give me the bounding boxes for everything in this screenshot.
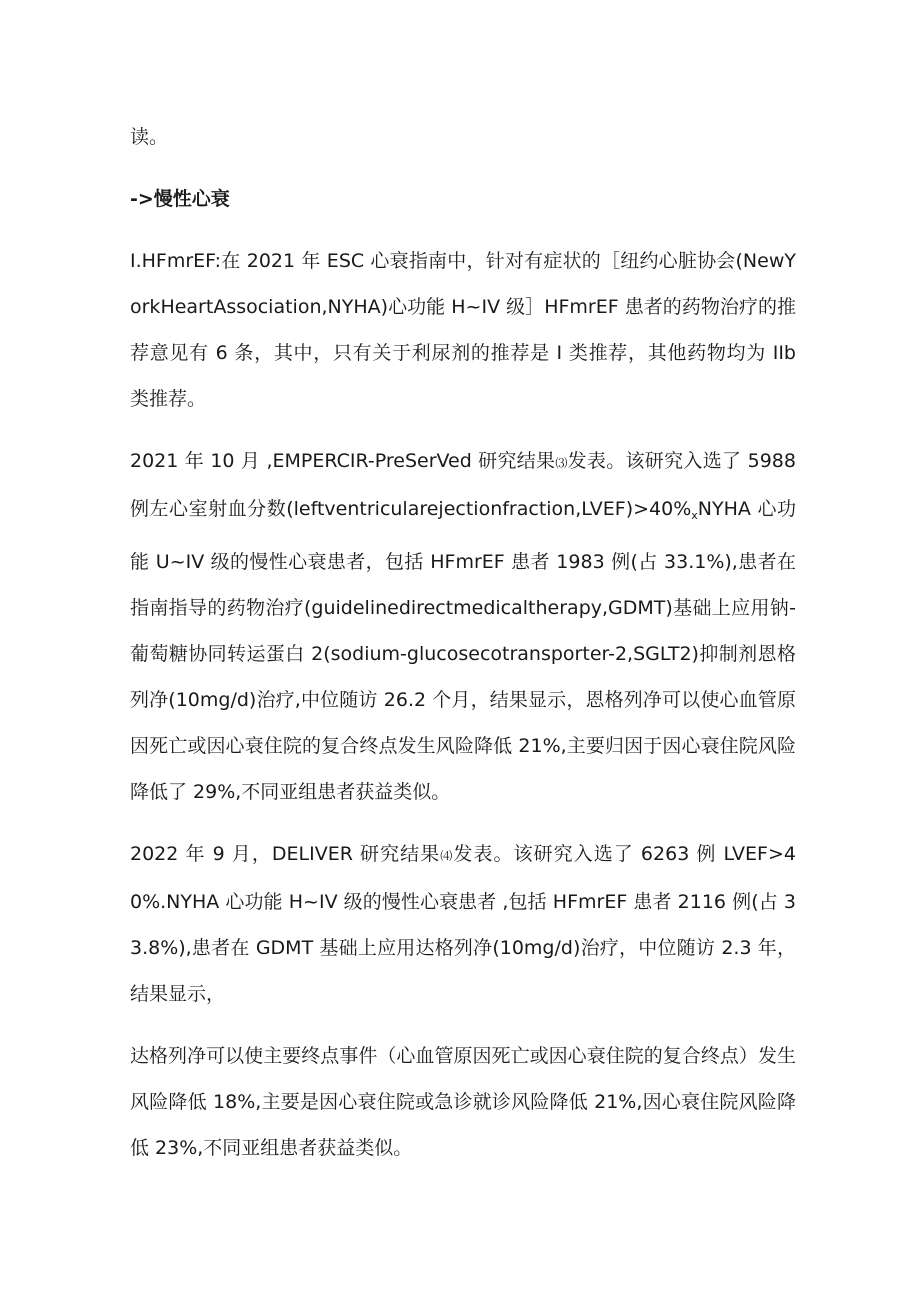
paragraph-emperor-text-3: NYHA 心功能 U~IV 级的慢性心衰患者，包括 HFmrEF 患者 1983 例(占 33.1%),患者在指南指导的药物治疗(guidelinedirectmedicaltherapy,GDMT)基础上应用钠-葡萄糖协同转运蛋白 2(sodium-glucosecotransporter-2,SGLT2)抑制剂恩格列净(10mg/d)治疗,中位随访 26.2 个月，结果显示，恩格列净可以使心血管原因死亡或因心衰住院的复合终点发生风险降低 21%,主要归因于因心衰住院风险降低了 29%,不同亚组患者获益类似。 — [130, 498, 796, 803]
reference-marker-3: ⑶ — [555, 456, 568, 470]
document-body — [130, 114, 796, 1171]
paragraph-deliver-text-2: 发表。该研究入选了 6263 例 LVEF>40%.NYHA 心功能 H~IV 级的慢性心衰患者 ,包括 HFmrEF 患者 2116 例(占 33.8%),患者在 GDMT 基础上应用达格列净(10mg/d)治疗，中位随访 2.3 年，结果显示， — [130, 843, 796, 1005]
paragraph-deliver — [130, 831, 796, 1017]
paragraph-deliver-text-1: 2022 年 9 月，DELIVER 研究结果 — [130, 843, 441, 865]
paragraph-emperor-text-1: 2021 年 10 月 ,EMPERCIR-PreSerVed 研究结果 — [130, 450, 556, 472]
paragraph-emperor-text-2: 发表。该研究入选了 5988 例左心室射血分数(leftventricularejectionfraction,LVEF)>40% — [130, 450, 796, 520]
paragraph-emperor-preserved — [130, 438, 796, 815]
section-heading: ->慢性心衰 — [130, 188, 230, 210]
subscript-x: x — [691, 509, 698, 522]
reference-marker-4: ⑷ — [440, 849, 454, 863]
lead-fragment: 读。 — [130, 126, 169, 148]
paragraph-dapagliflozin-results: 达格列净可以使主要终点事件（心血管原因死亡或因心衰住院的复合终点）发生风险降低 18%,主要是因心衰住院或急诊就诊风险降低 21%,因心衰住院风险降低 23%,不同亚组患者获益类似。 — [130, 1045, 796, 1159]
paragraph-hfmref-guideline: I.HFmrEF:在 2021 年 ESC 心衰指南中，针对有症状的［纽约心脏协会(NewYorkHeartAssociation,NYHA)心功能 H~IV 级］HFmrEF 患者的药物治疗的推荐意见有 6 条，其中，只有关于利尿剂的推荐是 I 类推荐，其他药物均为 IIb 类推荐。 — [130, 250, 796, 410]
